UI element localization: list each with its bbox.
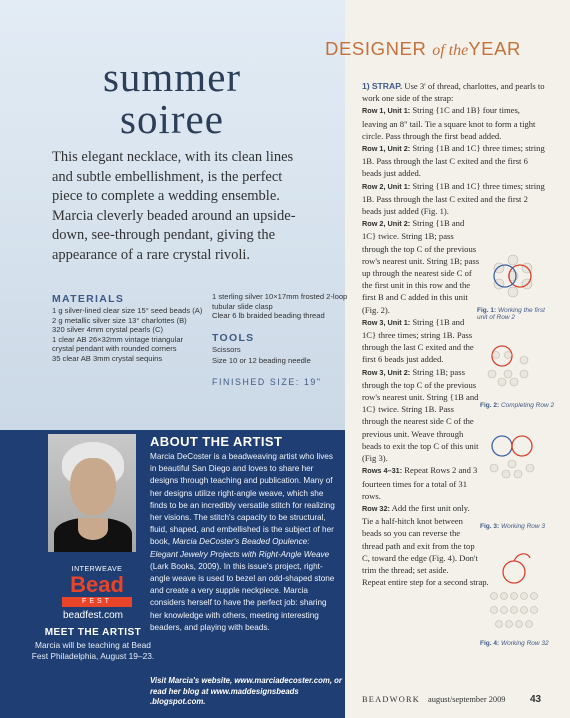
beadfest-link[interactable]: beadfest.com bbox=[62, 610, 124, 621]
row-label: Row 2, Unit 1: bbox=[362, 181, 411, 191]
fig-label: Fig. 3: bbox=[480, 523, 500, 530]
logo-fest-word: FEST bbox=[62, 597, 132, 607]
figure-1-diagram bbox=[483, 250, 543, 306]
materials-list-2 bbox=[212, 292, 352, 321]
row-label: Row 1, Unit 2: bbox=[362, 144, 411, 154]
artist-website-note[interactable]: Visit Marcia's website, www.marciadecoster.com, or read her blog at www.maddesignsbeads .blogspot.com. bbox=[150, 676, 342, 706]
row-text: String {1B and 1C} three times; string 1B. Pass through the last C exited and the first 2 beads just added (Fig. 1). bbox=[362, 180, 545, 217]
row-label: Row 1, Unit 1: bbox=[362, 106, 411, 116]
title-line-1: summer bbox=[102, 54, 242, 100]
step-number: 1) bbox=[362, 81, 370, 91]
step-paragraph bbox=[362, 180, 546, 218]
fig-label: Fig. 2: bbox=[480, 402, 500, 409]
step-final: Repeat entire step for a second strap. bbox=[362, 577, 489, 588]
title-line-2: soiree bbox=[120, 96, 224, 142]
row-text: String {1B and 1C} three times; string 1B. Pass through the last C exited and the first 6 beads just added. bbox=[362, 143, 545, 179]
material-item: 1 g silver-lined clear size 15° seed beads (A) bbox=[52, 306, 203, 315]
figure-1-caption bbox=[477, 307, 547, 321]
step-label: STRAP. bbox=[371, 81, 403, 91]
row-label: Row 3, Unit 2: bbox=[362, 367, 411, 377]
section-designer: DESIGNER bbox=[325, 38, 427, 59]
bead-fest-logo[interactable] bbox=[58, 566, 136, 610]
material-item: 1 clear AB 26×32mm vintage triangular crystal pendant with rounded corners bbox=[52, 334, 184, 354]
fig-label: Fig. 1: bbox=[477, 307, 497, 314]
footer-date: august/september 2009 bbox=[428, 695, 506, 704]
tool-item: Size 10 or 12 beading needle bbox=[212, 355, 311, 365]
tools-heading: TOOLS bbox=[212, 332, 255, 344]
page-number: 43 bbox=[530, 694, 542, 705]
step-paragraph bbox=[362, 464, 480, 502]
project-title bbox=[52, 56, 292, 140]
footer-magazine: BEADWORK bbox=[362, 695, 420, 704]
row-text: String {1C and 1B} four times, leaving an 8" tail. Tie a square knot to form a tight circle. Pass through the first bead added. bbox=[362, 105, 536, 141]
step-paragraph bbox=[362, 502, 480, 576]
step-paragraph bbox=[362, 142, 546, 180]
tool-item: Scissors bbox=[212, 345, 241, 354]
section-year: YEAR bbox=[468, 38, 521, 59]
bio-text: (Lark Books, 2009). In this issue's project, right-angle weave is used to bezel an odd-shaped stone and create a very supple neckpiece. Marcia considers herself to have the perfect job: sharing her knowledge with others, meeting interesting beaders, and playing with beads. bbox=[150, 561, 335, 632]
figure-3-diagram bbox=[482, 428, 542, 484]
strap-instructions bbox=[362, 80, 546, 588]
strap-intro bbox=[362, 80, 546, 104]
logo-bead-word: Bead bbox=[70, 572, 124, 597]
material-item: 2 g metallic silver size 13° charlottes (B) bbox=[52, 315, 187, 325]
bio-text: Marcia DeCoster is a beadweaving artist who lives in beautiful San Diego and loves to share her designs through teaching and publication. Many of her designs utilize right-angle weave, which she finds to be an incredibly versatile stitch for realizing her visions. The stitch's capacity to be structural, fluid, shaped, and embellished is the subject of her book, bbox=[150, 452, 335, 547]
row-label: Row 3, Unit 1: bbox=[362, 317, 411, 327]
material-item: Clear 6 lb braided beading thread bbox=[212, 311, 325, 321]
materials-heading: MATERIALS bbox=[52, 293, 125, 305]
row-text: String 1B; pass through the top C of the previous row's nearest unit. String {1B and 1C} twice. String 1B. Pass through the nearest side C of the previous unit. Weave through beads to exit the top C of this unit (Fig 3). bbox=[362, 366, 479, 464]
step-paragraph bbox=[362, 316, 480, 366]
step-paragraph bbox=[362, 104, 546, 142]
fig-text: Working Row 3 bbox=[500, 523, 546, 530]
row-label: Rows 4–31: bbox=[362, 466, 403, 476]
fig-text: Working Row 32 bbox=[500, 640, 549, 647]
meet-artist-heading: MEET THE ARTIST bbox=[44, 627, 142, 638]
book-title: Marcia DeCoster's Beaded Opulence: Elegant Jewelry Projects with Right-Angle Weave bbox=[150, 537, 330, 559]
meet-artist-text: Marcia will be teaching at Bead Fest Philadelphia, August 19–23. bbox=[31, 640, 155, 662]
section-of-the: of the bbox=[432, 42, 469, 59]
fig-text: Completing Row 2 bbox=[500, 402, 555, 409]
figure-3-caption bbox=[480, 523, 560, 530]
material-item: 1 sterling silver 10×17mm frosted 2-loop tubular slide clasp bbox=[212, 292, 348, 311]
row-text: Repeat Rows 2 and 3 fourteen times for a total of 31 rows. bbox=[362, 465, 478, 501]
finished-size: FINISHED SIZE: 19" bbox=[212, 377, 322, 387]
step-paragraph bbox=[362, 366, 480, 465]
about-artist-heading: ABOUT THE ARTIST bbox=[150, 434, 283, 449]
material-item: 320 silver 4mm crystal pearls (C) bbox=[52, 325, 163, 335]
figure-4-caption bbox=[480, 640, 560, 647]
fig-text: Working the first unit of Row 2 bbox=[477, 307, 545, 321]
figure-2-diagram bbox=[480, 338, 540, 394]
row-text: String {1B and 1C} three times; string 1B. Pass through the last C exited and the first 6 beads just added. bbox=[362, 316, 474, 365]
tools-list bbox=[212, 345, 352, 366]
artist-photo bbox=[48, 434, 136, 552]
figure-4-diagram bbox=[484, 548, 546, 638]
row-label: Row 32: bbox=[362, 503, 390, 513]
row-text: Add the first unit only. Tie a half-hitch knot between beads so you can reverse the thread path and exit from the top C, toward the edge (Fig. 4). Don't trim the thread; set aside. bbox=[362, 502, 478, 575]
figure-2-caption bbox=[480, 402, 560, 409]
material-item: 35 clear AB 3mm crystal sequins bbox=[52, 353, 163, 363]
row-label: Row 2, Unit 2: bbox=[362, 219, 411, 229]
materials-list bbox=[52, 306, 207, 364]
section-header bbox=[325, 38, 521, 60]
step-paragraph bbox=[362, 217, 480, 316]
artist-bio bbox=[150, 451, 338, 634]
row-text: String {1B and 1C} twice. String 1B; pass through the top C of the previous row's nearest unit. String 1B; pass up through the nearest side C of the first unit in this row and the first B and C added in this unit (Fig. 2). bbox=[362, 218, 480, 315]
fig-label: Fig. 4: bbox=[480, 640, 500, 647]
step-intro: Use 3' of thread, charlottes, and pearls to work one side of the strap: bbox=[362, 81, 545, 104]
intro-paragraph: This elegant necklace, with its clean lines and subtle embellishment, is the perfect piece to complete a wedding ensemble. Marcia cleverly beaded around an upside-down, see-through pendant, giving the appearance of a rare crystal rivoli. bbox=[52, 149, 296, 263]
logo-top-text: INTERWEAVE bbox=[71, 566, 123, 573]
